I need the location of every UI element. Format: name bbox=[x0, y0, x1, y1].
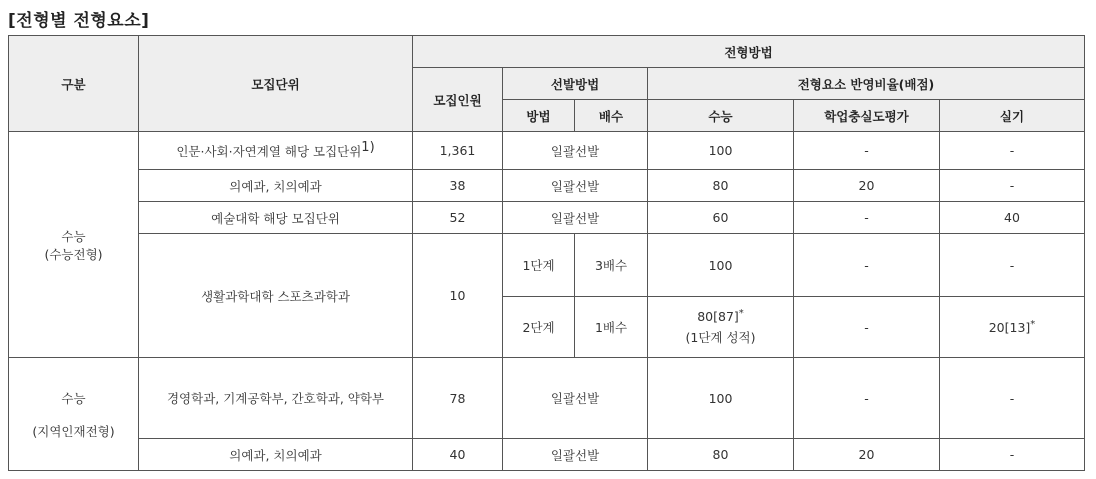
stage-method-cell: 2단계 bbox=[503, 297, 575, 358]
asterisk-marker: * bbox=[1030, 318, 1036, 330]
practical-cell: - bbox=[940, 170, 1085, 202]
method-cell: 일괄선발 bbox=[503, 202, 648, 234]
page-title: [전형별 전형요소] bbox=[8, 11, 150, 31]
stage-multiple-cell: 3배수 bbox=[575, 234, 648, 297]
suneung-cell: 60 bbox=[648, 202, 794, 234]
header-suneung: 수능 bbox=[648, 100, 794, 132]
unit-cell: 예술대학 해당 모집단위 bbox=[139, 202, 413, 234]
footnote-marker: 1) bbox=[361, 139, 375, 155]
header-ratio: 전형요소 반영비율(배점) bbox=[648, 68, 1085, 100]
school-cell: - bbox=[794, 297, 940, 358]
suneung-cell: 100 bbox=[648, 234, 794, 297]
suneung-cell: 80[87]* (1단계 성적) bbox=[648, 297, 794, 358]
practical-cell: 40 bbox=[940, 202, 1085, 234]
suneung-cell: 80 bbox=[648, 439, 794, 471]
group-sublabel: (지역인재전형) bbox=[32, 423, 115, 439]
practical-cell: - bbox=[940, 358, 1085, 439]
school-cell: 20 bbox=[794, 439, 940, 471]
group-label: 수능 bbox=[61, 228, 86, 244]
practical-cell: - bbox=[940, 439, 1085, 471]
header-practical: 실기 bbox=[940, 100, 1085, 132]
table-row bbox=[9, 132, 1085, 170]
school-cell: - bbox=[794, 234, 940, 297]
practical-cell: - bbox=[940, 132, 1085, 170]
count-cell: 1,361 bbox=[413, 132, 503, 170]
header-unit: 모집단위 bbox=[139, 36, 413, 132]
suneung-note: (1단계 성적) bbox=[685, 329, 756, 345]
header-selection: 선발방법 bbox=[503, 68, 648, 100]
table-row bbox=[9, 439, 1085, 471]
count-cell: 78 bbox=[413, 358, 503, 439]
count-cell: 38 bbox=[413, 170, 503, 202]
table-row bbox=[9, 170, 1085, 202]
table-row bbox=[9, 234, 1085, 297]
header-method: 전형방법 bbox=[413, 36, 1085, 68]
unit-cell: 경영학과, 기계공학부, 간호학과, 약학부 bbox=[139, 358, 413, 439]
practical-cell: 20[13]* bbox=[940, 297, 1085, 358]
count-cell: 40 bbox=[413, 439, 503, 471]
group-label: 수능 bbox=[61, 390, 86, 406]
unit-cell: 인문·사회·자연계열 해당 모집단위1) bbox=[139, 132, 413, 170]
school-cell: - bbox=[794, 132, 940, 170]
admission-elements-table bbox=[8, 35, 1085, 471]
unit-cell: 생활과학대학 스포츠과학과 bbox=[139, 234, 413, 358]
method-cell: 일괄선발 bbox=[503, 132, 648, 170]
group-sublabel: (수능전형) bbox=[44, 246, 103, 262]
suneung-cell: 100 bbox=[648, 132, 794, 170]
school-cell: 20 bbox=[794, 170, 940, 202]
stage-multiple-cell: 1배수 bbox=[575, 297, 648, 358]
suneung-cell: 80 bbox=[648, 170, 794, 202]
table-row bbox=[9, 358, 1085, 439]
header-school: 학업충실도평가 bbox=[794, 100, 940, 132]
header-sel-multiple: 배수 bbox=[575, 100, 648, 132]
group-cell bbox=[9, 358, 139, 471]
group-cell bbox=[9, 132, 139, 358]
school-cell: - bbox=[794, 202, 940, 234]
table-row bbox=[9, 202, 1085, 234]
method-cell: 일괄선발 bbox=[503, 170, 648, 202]
asterisk-marker: * bbox=[738, 307, 744, 319]
header-sel-method: 방법 bbox=[503, 100, 575, 132]
count-cell: 52 bbox=[413, 202, 503, 234]
stage-method-cell: 1단계 bbox=[503, 234, 575, 297]
method-cell: 일괄선발 bbox=[503, 439, 648, 471]
method-cell: 일괄선발 bbox=[503, 358, 648, 439]
header-gubun: 구분 bbox=[9, 36, 139, 132]
count-cell: 10 bbox=[413, 234, 503, 358]
unit-cell: 의예과, 치의예과 bbox=[139, 170, 413, 202]
practical-cell: - bbox=[940, 234, 1085, 297]
unit-cell: 의예과, 치의예과 bbox=[139, 439, 413, 471]
header-count: 모집인원 bbox=[413, 68, 503, 132]
school-cell: - bbox=[794, 358, 940, 439]
suneung-cell: 100 bbox=[648, 358, 794, 439]
